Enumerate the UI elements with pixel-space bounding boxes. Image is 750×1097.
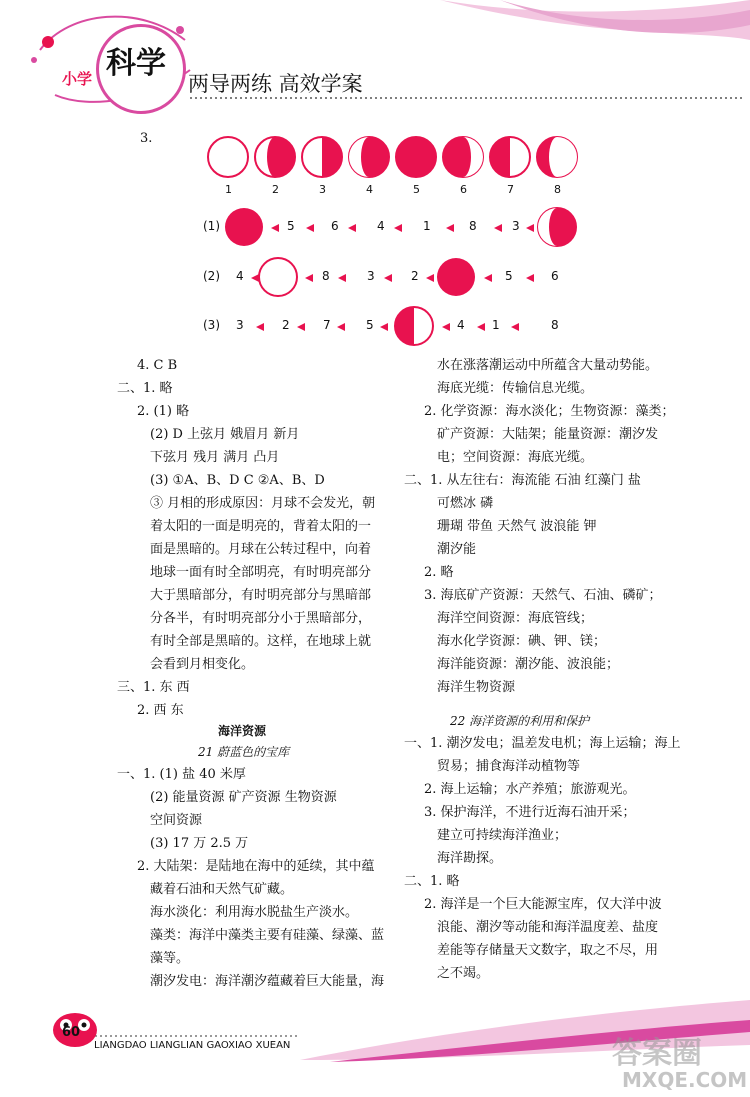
- answer-line: 海水淡化：利用海水脱盐生产淡水。: [150, 905, 359, 920]
- phase-number: 5: [413, 183, 420, 196]
- answer-line: 建立可持续海洋渔业；: [437, 828, 568, 843]
- row3-item: 5: [366, 318, 374, 332]
- answer-line: 2. 海洋是一个巨大能源宝库，仅大洋中波: [424, 897, 662, 912]
- answer-line: 2. 化学资源：海水淡化；生物资源：藻类；: [424, 404, 675, 419]
- answer-line: 藏着石油和天然气矿藏。: [150, 882, 294, 897]
- answer-line: 浪能、潮汐等动能和海洋温度差、盐度: [437, 920, 659, 935]
- header-badge-small: 小学: [62, 70, 93, 88]
- answer-line: 一、1. (1) 盐 40 米厚: [117, 767, 246, 782]
- footer: [0, 1000, 750, 1097]
- lesson-title: 21 蔚蓝色的宝库: [198, 745, 290, 759]
- answer-line: 海底光缆：传输信息光缆。: [437, 381, 594, 396]
- answer-line: (2) 能量资源 矿产资源 生物资源: [150, 790, 337, 805]
- row2-item: 6: [551, 269, 559, 283]
- answer-line: 4. C B: [137, 358, 178, 373]
- answer-line: 海洋空间资源：海底管线；: [437, 611, 594, 626]
- answer-line: 水在涨落潮运动中所蕴含大量动势能。: [437, 358, 659, 373]
- answer-line: 海洋勘探。: [437, 851, 503, 866]
- left-column: [0, 0, 390, 1000]
- answer-line: 可燃冰 磷: [437, 496, 494, 511]
- watermark-url: MXQE.COM: [622, 1068, 748, 1092]
- row1-item: 6: [331, 219, 339, 233]
- row2-label: (2): [203, 269, 220, 283]
- answer-line: 差能等存储量天文数字，取之不尽，用: [437, 943, 659, 958]
- row1-label: (1): [203, 219, 220, 233]
- answer-line: 海洋能资源：潮汐能、波浪能；: [437, 657, 620, 672]
- row2-item: 8: [322, 269, 330, 283]
- answer-line: 2. 大陆架：是陆地在海中的延续，其中蕴: [137, 859, 375, 874]
- phase-number: 8: [554, 183, 561, 196]
- answer-line: 分各半，有时明亮部分小于黑暗部分，: [150, 611, 372, 626]
- watermark-logo: 答案圈: [612, 1036, 702, 1071]
- answer-line: 2. 海上运输；水产养殖；旅游观光。: [424, 782, 636, 797]
- row3-item: 4: [457, 318, 465, 332]
- answer-line: 一、1. 潮汐发电；温差发电机；海上运输；海上: [404, 736, 681, 751]
- answer-line: ③ 月相的形成原因：月球不会发光，朝: [150, 496, 376, 511]
- section-title: 海洋资源: [218, 724, 267, 738]
- answer-line: 下弦月 残月 满月 凸月: [150, 450, 280, 465]
- answer-line: 面是黑暗的。月球在公转过程中，向着: [150, 542, 372, 557]
- right-column: [390, 0, 750, 1000]
- answer-line: 二、1. 略: [117, 381, 173, 396]
- phase-number: 4: [366, 183, 373, 196]
- row2-item: 3: [367, 269, 375, 283]
- answer-line: 海水化学资源：碘、钾、镁；: [437, 634, 607, 649]
- answer-line: 藻类：海洋中藻类主要有硅藻、绿藻、蓝: [150, 928, 385, 943]
- phase-number: 2: [272, 183, 279, 196]
- row2-item: 5: [505, 269, 513, 283]
- answer-line: 海洋生物资源: [437, 680, 516, 695]
- phase-number: 3: [319, 183, 326, 196]
- answer-line: 二、1. 略: [404, 874, 460, 889]
- header-badge-big: 科学: [106, 46, 166, 81]
- answer-line: (2) D 上弦月 娥眉月 新月: [150, 427, 300, 442]
- answer-line: (3) ①A、B、D C ②A、B、D: [150, 473, 325, 488]
- answer-line: 电；空间资源：海底光缆。: [437, 450, 594, 465]
- footer-pinyin: LIANGDAO LIANGLIAN GAOXIAO XUEAN: [94, 1040, 291, 1051]
- answer-line: 有时全部是黑暗的。这样，在地球上就: [150, 634, 372, 649]
- header-title: 两导两练 高效学案: [188, 72, 363, 96]
- row2-item: 4: [236, 269, 244, 283]
- row1-item: 3: [512, 219, 520, 233]
- answer-line: 2. 略: [424, 565, 454, 580]
- answer-line: 会看到月相变化。: [150, 657, 255, 672]
- phase-number: 7: [507, 183, 514, 196]
- lesson-title: 22 海洋资源的利用和保护: [450, 714, 590, 728]
- answer-line: 矿产资源：大陆架；能量资源：潮汐发: [437, 427, 659, 442]
- row3-item: 8: [551, 318, 559, 332]
- answer-line: 潮汐能: [437, 542, 477, 557]
- answer-line: 空间资源: [150, 813, 203, 828]
- answer-line: 3. 海底矿产资源：天然气、石油、磷矿；: [424, 588, 662, 603]
- answer-line: 2. (1) 略: [137, 404, 190, 419]
- row1-item: 1: [423, 219, 431, 233]
- answer-line: 地球一面有时全部明亮，有时明亮部分: [150, 565, 372, 580]
- answer-line: 珊瑚 带鱼 天然气 波浪能 钾: [437, 519, 597, 534]
- row3-item: 1: [492, 318, 500, 332]
- phase-number: 1: [225, 183, 232, 196]
- answer-line: 三、1. 东 西: [117, 680, 190, 695]
- answer-line: 着太阳的一面是明亮的，背着太阳的一: [150, 519, 372, 534]
- page-number: 60: [62, 1025, 81, 1040]
- answer-line: 藻等。: [150, 951, 190, 966]
- row1-item: 5: [287, 219, 295, 233]
- phase-number: 6: [460, 183, 467, 196]
- answer-line: 之不竭。: [437, 966, 490, 981]
- row3-label: (3): [203, 318, 220, 332]
- moon-diagram-label: 3.: [140, 131, 153, 146]
- answer-line: 大于黑暗部分，有时明亮部分与黑暗部: [150, 588, 372, 603]
- row1-item: 8: [469, 219, 477, 233]
- row1-item: 4: [377, 219, 385, 233]
- row3-item: 7: [323, 318, 331, 332]
- row3-item: 3: [236, 318, 244, 332]
- answer-line: 2. 西 东: [137, 703, 184, 718]
- answer-line: 二、1. 从左往右：海流能 石油 红藻门 盐: [404, 473, 641, 488]
- answer-line: (3) 17 万 2.5 万: [150, 836, 249, 851]
- answer-line: 3. 保护海洋，不进行近海石油开采；: [424, 805, 636, 820]
- answer-line: 贸易；捕食海洋动植物等: [437, 759, 581, 774]
- row3-item: 2: [282, 318, 290, 332]
- answer-line: 潮汐发电：海洋潮汐蕴藏着巨大能量，海: [150, 974, 385, 989]
- row2-item: 2: [411, 269, 419, 283]
